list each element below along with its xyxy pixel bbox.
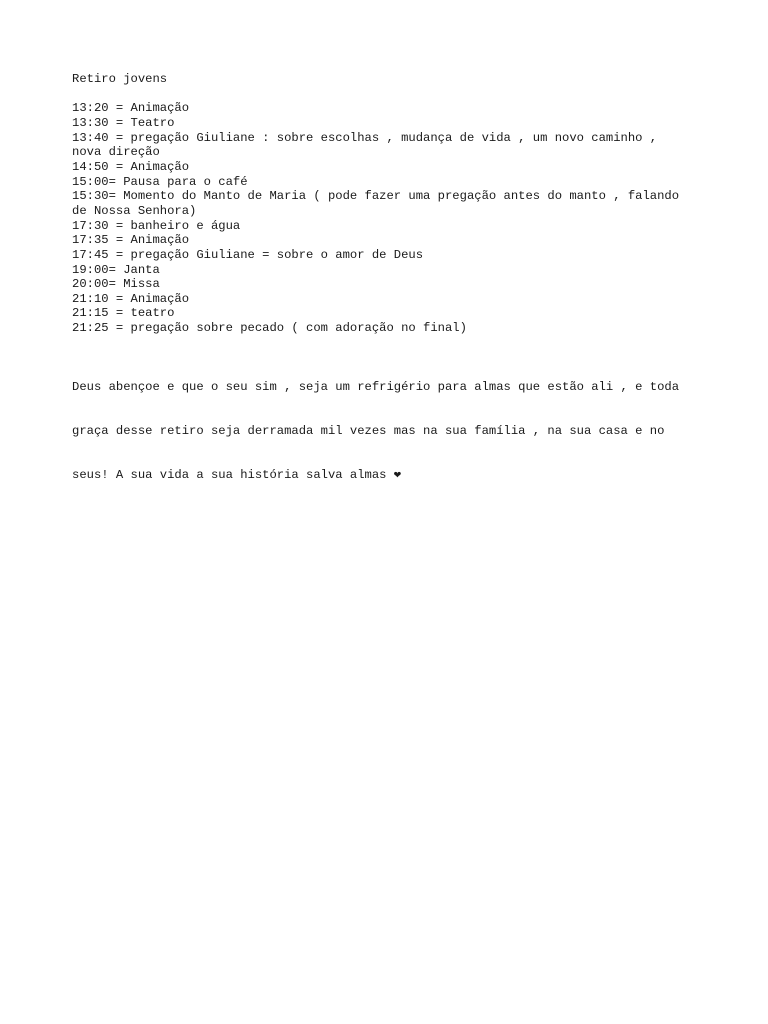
schedule-line: 21:15 = teatro [72, 306, 175, 321]
document-title: Retiro jovens [72, 72, 168, 86]
schedule-line: 17:45 = pregação Giuliane = sobre o amor de Deus [72, 247, 424, 262]
schedule-line: 21:25 = pregação sobre pecado ( com adoração no final) [72, 321, 467, 336]
schedule-line: 20:00= Missa [72, 277, 160, 292]
schedule-line: 17:30 = banheiro e água [72, 218, 241, 233]
schedule-line: 13:40 = pregação Giuliane : sobre escolhas , mudança de vida , um novo caminho , [72, 130, 658, 145]
schedule-list [72, 101, 698, 336]
schedule-line: nova direção [72, 145, 160, 160]
schedule-line: 21:10 = Animação [72, 291, 190, 306]
blessing-line: seus! A sua vida a sua história salva almas ❤ [72, 467, 402, 482]
blessing-line: graça desse retiro seja derramada mil vezes mas na sua família , na sua casa e no [72, 423, 665, 438]
schedule-line: 15:30= Momento do Manto de Maria ( pode fazer uma pregação antes do manto , falando [72, 189, 680, 204]
schedule-line: 13:20 = Animação [72, 101, 190, 116]
schedule-line: 19:00= Janta [72, 262, 160, 277]
schedule-line: 14:50 = Animação [72, 159, 190, 174]
schedule-line: de Nossa Senhora) [72, 203, 197, 218]
blessing-line: Deus abençoe e que o seu sim , seja um refrigério para almas que estão ali , e toda [72, 379, 680, 394]
schedule-line: 15:00= Pausa para o café [72, 174, 248, 189]
blessing-paragraph [72, 350, 698, 511]
document-page [72, 72, 698, 512]
schedule-line: 17:35 = Animação [72, 233, 190, 248]
schedule-line: 13:30 = Teatro [72, 115, 175, 130]
